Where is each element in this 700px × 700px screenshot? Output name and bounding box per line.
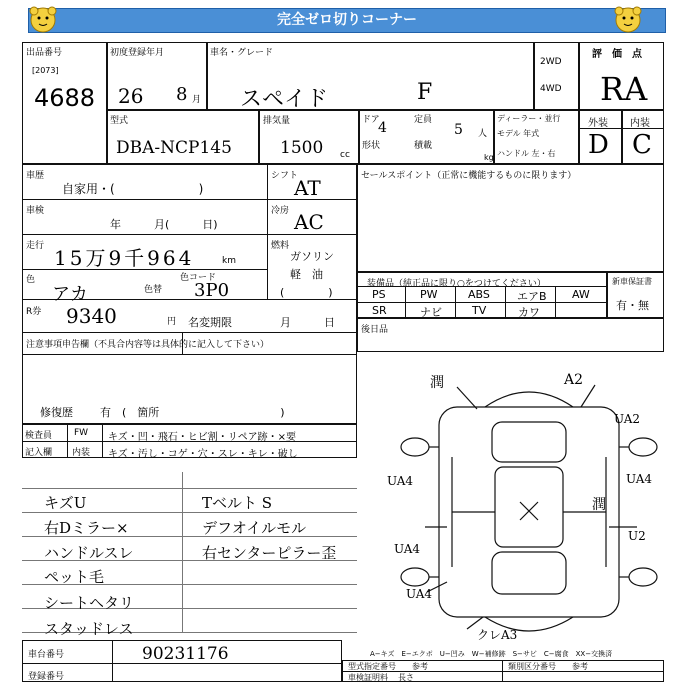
mark-5: UA4 — [626, 472, 653, 486]
chassis-value: 90231176 — [142, 644, 229, 664]
history-value: 自家用・( ) — [62, 182, 204, 196]
inspection-value: 年 月( 日) — [110, 218, 218, 231]
divider — [22, 354, 357, 355]
name-label: 車名・グレード — [210, 48, 274, 58]
ac-value: AC — [294, 210, 324, 234]
doors-label: ドア — [362, 115, 380, 125]
notes-label: 注意事項申告欄（不具合内容等は具体的に記入して下さい） — [26, 340, 270, 350]
recycle-label: R券 — [26, 307, 42, 317]
note-left-6: スタッドレス — [44, 620, 134, 638]
color-code-value: 3P0 — [194, 280, 230, 301]
page-title: 完全ゼロ切りコーナー — [277, 12, 417, 28]
equip-airbag: エアB — [517, 290, 547, 303]
ref-label-1: 参考 — [412, 662, 428, 671]
divider — [505, 286, 506, 318]
fuel-light: 軽 油 — [290, 268, 323, 281]
chassis-label: 車台番号 — [28, 650, 65, 660]
length-label: 長さ — [398, 673, 414, 682]
mark-8: UA4 — [394, 542, 421, 556]
mileage-value: 15万9千964 — [54, 246, 195, 270]
car-damage-diagram — [397, 367, 662, 647]
warranty-value: 有・無 — [616, 299, 649, 312]
displacement-value: 1500 — [280, 138, 324, 158]
repair-label: 修復歴 — [40, 406, 73, 419]
divider — [22, 332, 357, 333]
mark-1: 潤 — [430, 375, 444, 391]
warranty-label: 新車保証書 — [612, 277, 652, 286]
color-change-label: 色替 — [144, 285, 163, 295]
divider — [67, 424, 68, 458]
note-left-4: ペット毛 — [44, 568, 105, 586]
note-left-1: キズU — [44, 494, 87, 512]
divider — [357, 302, 607, 303]
note-right-2: デフオイルモル — [202, 519, 307, 537]
shift-label: シフト — [271, 171, 299, 181]
eval-score: RA — [600, 70, 648, 108]
divider — [579, 128, 664, 129]
lot-label: 出品番号 — [26, 48, 63, 58]
handle-label: ハンドル 左・右 — [497, 149, 556, 158]
page-title-banner — [28, 8, 666, 33]
repair-value: 有 ( 箇所 ) — [100, 406, 285, 419]
int-grade: C — [632, 130, 652, 160]
recycle-value: 9340 — [66, 304, 117, 328]
recorder-type: 内装 — [72, 448, 91, 458]
model-value: DBA-NCP145 — [116, 138, 232, 158]
rear-seat-label: 後日品 — [361, 325, 389, 335]
grade: F — [417, 80, 433, 105]
drive-4wd: 4WD — [540, 84, 562, 94]
seats-unit: 人 — [478, 129, 488, 139]
doors-value: 4 — [378, 120, 387, 136]
shape-label: 形状 — [362, 141, 381, 151]
dealer-label: ディーラー・並行 — [497, 114, 561, 123]
first-reg-label: 初度登録年月 — [110, 48, 165, 58]
fuel-label: 燃料 — [271, 241, 290, 251]
color-code-label: 色コード — [180, 273, 217, 283]
divider — [22, 488, 357, 489]
type-class-label: 類別区分番号 — [508, 662, 556, 671]
note-right-3: 右センターピラー歪 — [202, 544, 337, 562]
damage-legend: A−キズ E−エクボ U−凹み W−補修跡 S−サビ C−腐食 XX−交換済 — [370, 650, 613, 658]
drive-2wd: 2WD — [540, 57, 562, 67]
inspection-label: 車検 — [26, 206, 45, 216]
mascot-icon — [27, 5, 59, 35]
eval-label: 評 価 点 — [592, 49, 642, 60]
divider — [555, 286, 556, 318]
fuel-blank: ( ) — [280, 286, 333, 299]
yen-unit: 円 — [167, 317, 177, 327]
divider — [357, 286, 607, 287]
equip-sr: SR — [372, 304, 387, 317]
cert-label: 車検証明料 — [348, 673, 388, 682]
mark-7: U2 — [628, 529, 646, 543]
drive-box — [534, 42, 579, 110]
registration-label: 名変期限 — [188, 316, 232, 329]
note-left-3: ハンドルスレ — [44, 544, 134, 562]
equip-ps: PS — [372, 288, 386, 301]
model-label: 型式 — [110, 116, 129, 126]
note-left-5: シートヘタリ — [44, 594, 135, 612]
equip-navi: ナビ — [420, 306, 442, 319]
divider — [405, 286, 406, 318]
equip-abs: ABS — [468, 288, 490, 301]
km-unit: km — [222, 256, 236, 266]
int-label: 内装 — [630, 118, 650, 129]
divider — [455, 286, 456, 318]
divider — [102, 424, 103, 458]
ac-label: 冷房 — [271, 206, 290, 216]
mileage-label: 走行 — [26, 241, 45, 251]
lot-number: 4688 — [34, 84, 96, 112]
lot-small: [2073] — [32, 66, 59, 75]
car-name: スペイド — [240, 87, 329, 112]
first-reg-month: 8 — [176, 84, 188, 105]
type-cert-label: 型式指定番号 — [348, 662, 396, 671]
equip-leather: カワ — [518, 306, 540, 319]
divider — [267, 164, 268, 299]
seats-label: 定員 — [414, 115, 433, 125]
inspector-label: 検査員 — [25, 431, 53, 441]
inspector-code: FW — [74, 428, 89, 438]
seats-value: 5 — [454, 122, 463, 138]
mark-3: UA2 — [614, 412, 641, 426]
first-reg-year: 26 — [118, 84, 144, 108]
model-year-label: モデル 年式 — [497, 129, 540, 138]
mark-6: 潤 — [592, 497, 606, 513]
color-value: アカ — [52, 284, 88, 305]
equip-tv: TV — [472, 304, 487, 317]
kg-unit: kg — [484, 153, 494, 162]
fuel-gas: ガソリン — [290, 250, 334, 263]
equipment-label: 装備品（純正品に限り○をつけてください） — [367, 279, 546, 289]
shift-value: AT — [294, 176, 321, 200]
checks-int: キズ・汚し・コゲ・穴・スレ・キレ・破し — [108, 449, 298, 460]
ref-label-2: 参考 — [572, 662, 588, 671]
selling-points-label: セールスポイント（正常に機能するものに限ります） — [361, 171, 577, 181]
reg-no-label: 登録番号 — [28, 672, 65, 682]
mark-2: A2 — [564, 372, 584, 388]
cc-unit: cc — [340, 150, 350, 160]
mark-4: UA4 — [387, 474, 414, 488]
registration-value: 月 日 — [280, 316, 335, 329]
divider — [182, 472, 183, 632]
color-label: 色 — [26, 275, 36, 285]
mark-9: UA4 — [406, 587, 433, 601]
note-right-1: Tベルト S — [202, 494, 273, 512]
mascot-icon — [612, 5, 644, 35]
displacement-label: 排気量 — [263, 116, 291, 126]
divider — [112, 640, 113, 682]
month-unit: 月 — [192, 95, 202, 105]
equip-aw: AW — [572, 288, 590, 301]
checks-ext: キズ・凹・飛石・ヒビ割・リペア跡・×要 — [108, 432, 296, 443]
ext-grade: D — [588, 130, 609, 160]
equip-pw: PW — [420, 288, 438, 301]
mark-10: クレA3 — [477, 628, 518, 642]
rear-item-box — [357, 318, 664, 352]
note-left-2: 右Dミラー× — [44, 519, 129, 537]
auction-sheet — [22, 42, 664, 682]
recorder-label: 記入欄 — [25, 448, 53, 458]
history-label: 車歴 — [26, 171, 45, 181]
ext-label: 外装 — [588, 118, 608, 129]
load-label: 積載 — [414, 141, 433, 151]
divider — [22, 234, 357, 235]
